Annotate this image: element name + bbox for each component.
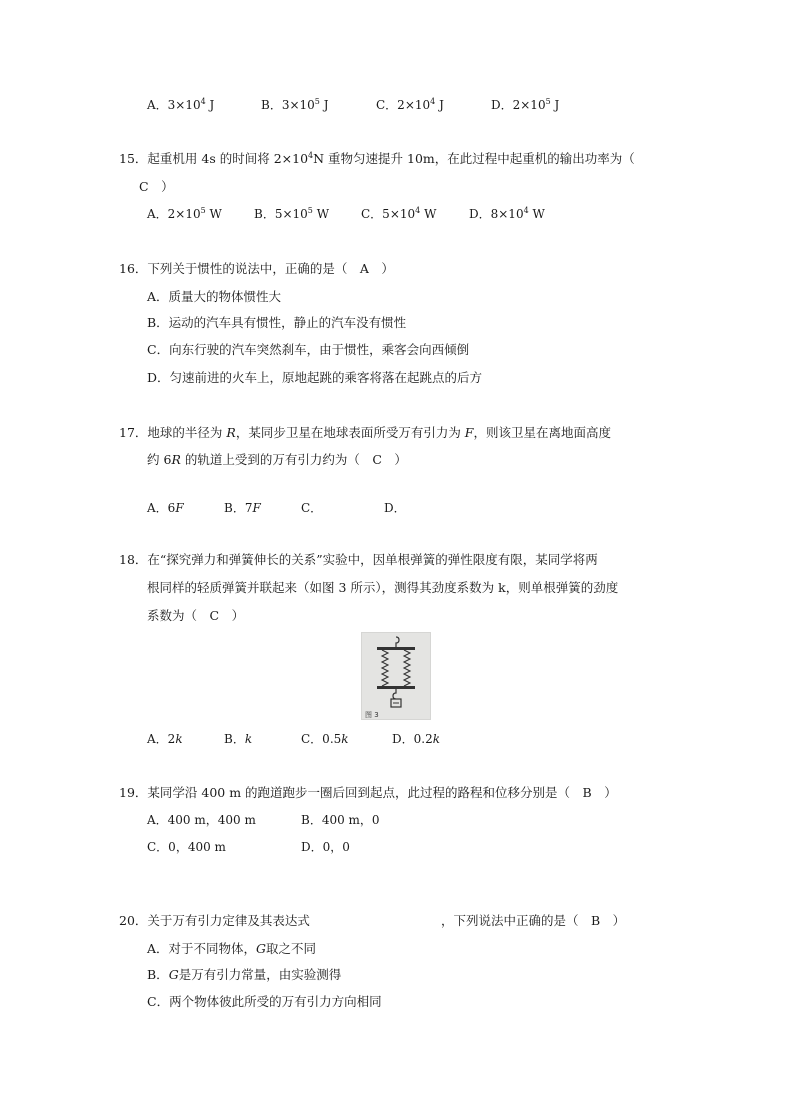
q17-stem-line2: 约 6R 的轨道上受到的万有引力约为（ C ） [147, 452, 407, 467]
q19-option-b: B．400 m，0 [301, 813, 380, 827]
figure-label: 图 3 [365, 711, 379, 719]
q16-option-a: A．质量大的物体惯性大 [147, 289, 282, 304]
q15-stem-line2: C ） [139, 179, 174, 194]
q20-option-a: A．对于不同物体，G取之不同 [147, 941, 317, 956]
q19-option-a: A．400 m，400 m [147, 813, 256, 827]
q20-stem-part2: ，下列说法中正确的是（ B ） [441, 913, 626, 928]
q18-option-b: B．k [224, 732, 253, 746]
q17-option-a: A．6F [147, 501, 184, 515]
q17-option-d: D． [384, 501, 406, 515]
q15-option-a: A．$2\times 10^5$ W [147, 206, 222, 221]
q18-option-a: A．2k [147, 732, 183, 746]
q19-option-c: C．0，400 m [147, 840, 226, 854]
q18-stem-line3: 系数为（ C ） [147, 608, 245, 623]
q14-option-d: D．$2\times 10^5$ J [491, 97, 560, 112]
q16-option-d: D．匀速前进的火车上，原地起跳的乘客将落在起跳点的后方 [147, 370, 483, 385]
q17-stem-line1: 17．地球的半径为 R，某同步卫星在地球表面所受万有引力为 F，则该卫星在离地面高度 [119, 425, 611, 440]
q19-stem: 19．某同学沿 400 m 的跑道跑步一圈后回到起点，此过程的路程和位移分别是（ B ） [119, 785, 617, 800]
q16-option-b: B．运动的汽车具有惯性，静止的汽车没有惯性 [147, 315, 407, 330]
q19-option-d: D．0，0 [301, 840, 350, 854]
q18-option-c: C．0.5k [301, 732, 349, 746]
q20-option-c: C．两个物体彼此所受的万有引力方向相同 [147, 994, 382, 1009]
q20-option-b: B．G是万有引力常量，由实验测得 [147, 967, 342, 982]
q20-stem-part1: 20．关于万有引力定律及其表达式 [119, 913, 310, 928]
q14-option-b: B．$3\times 10^5$ J [261, 97, 329, 112]
q15-option-c: C．$5\times 10^4$ W [361, 206, 437, 221]
q18-stem-line1: 18．在“探究弹力和弹簧伸长的关系”实验中，因单根弹簧的弹性限度有限，某同学将两 [119, 552, 598, 567]
q15-stem-line1: 15．起重机用 4s 的时间将 $2\times 10^4N$ 重物匀速提升 10m，在此过程中起重机的输出功率为（ [119, 151, 635, 166]
q14-option-c: C．$2\times 10^4$ J [376, 97, 444, 112]
q17-option-c: C． [301, 501, 323, 515]
q17-option-b: B．7F [224, 501, 261, 515]
parallel-springs-illustration [362, 633, 430, 719]
q18-stem-line2: 根同样的轻质弹簧并联起来（如图 3 所示），测得其劲度系数为 k，则单根弹簧的劲度 [147, 580, 619, 595]
q15-option-d: D．$8\times 10^4$ W [469, 206, 545, 221]
q16-stem: 16．下列关于惯性的说法中，正确的是（ A ） [119, 261, 394, 276]
q18-option-d: D．0.2k [392, 732, 440, 746]
q16-option-c: C．向东行驶的汽车突然刹车，由于惯性，乘客会向西倾倒 [147, 342, 470, 357]
spring-figure [361, 632, 431, 720]
q15-option-b: B．$5\times 10^5$ W [254, 206, 330, 221]
q14-option-a: A．$3\times 10^4$ J [147, 97, 215, 112]
